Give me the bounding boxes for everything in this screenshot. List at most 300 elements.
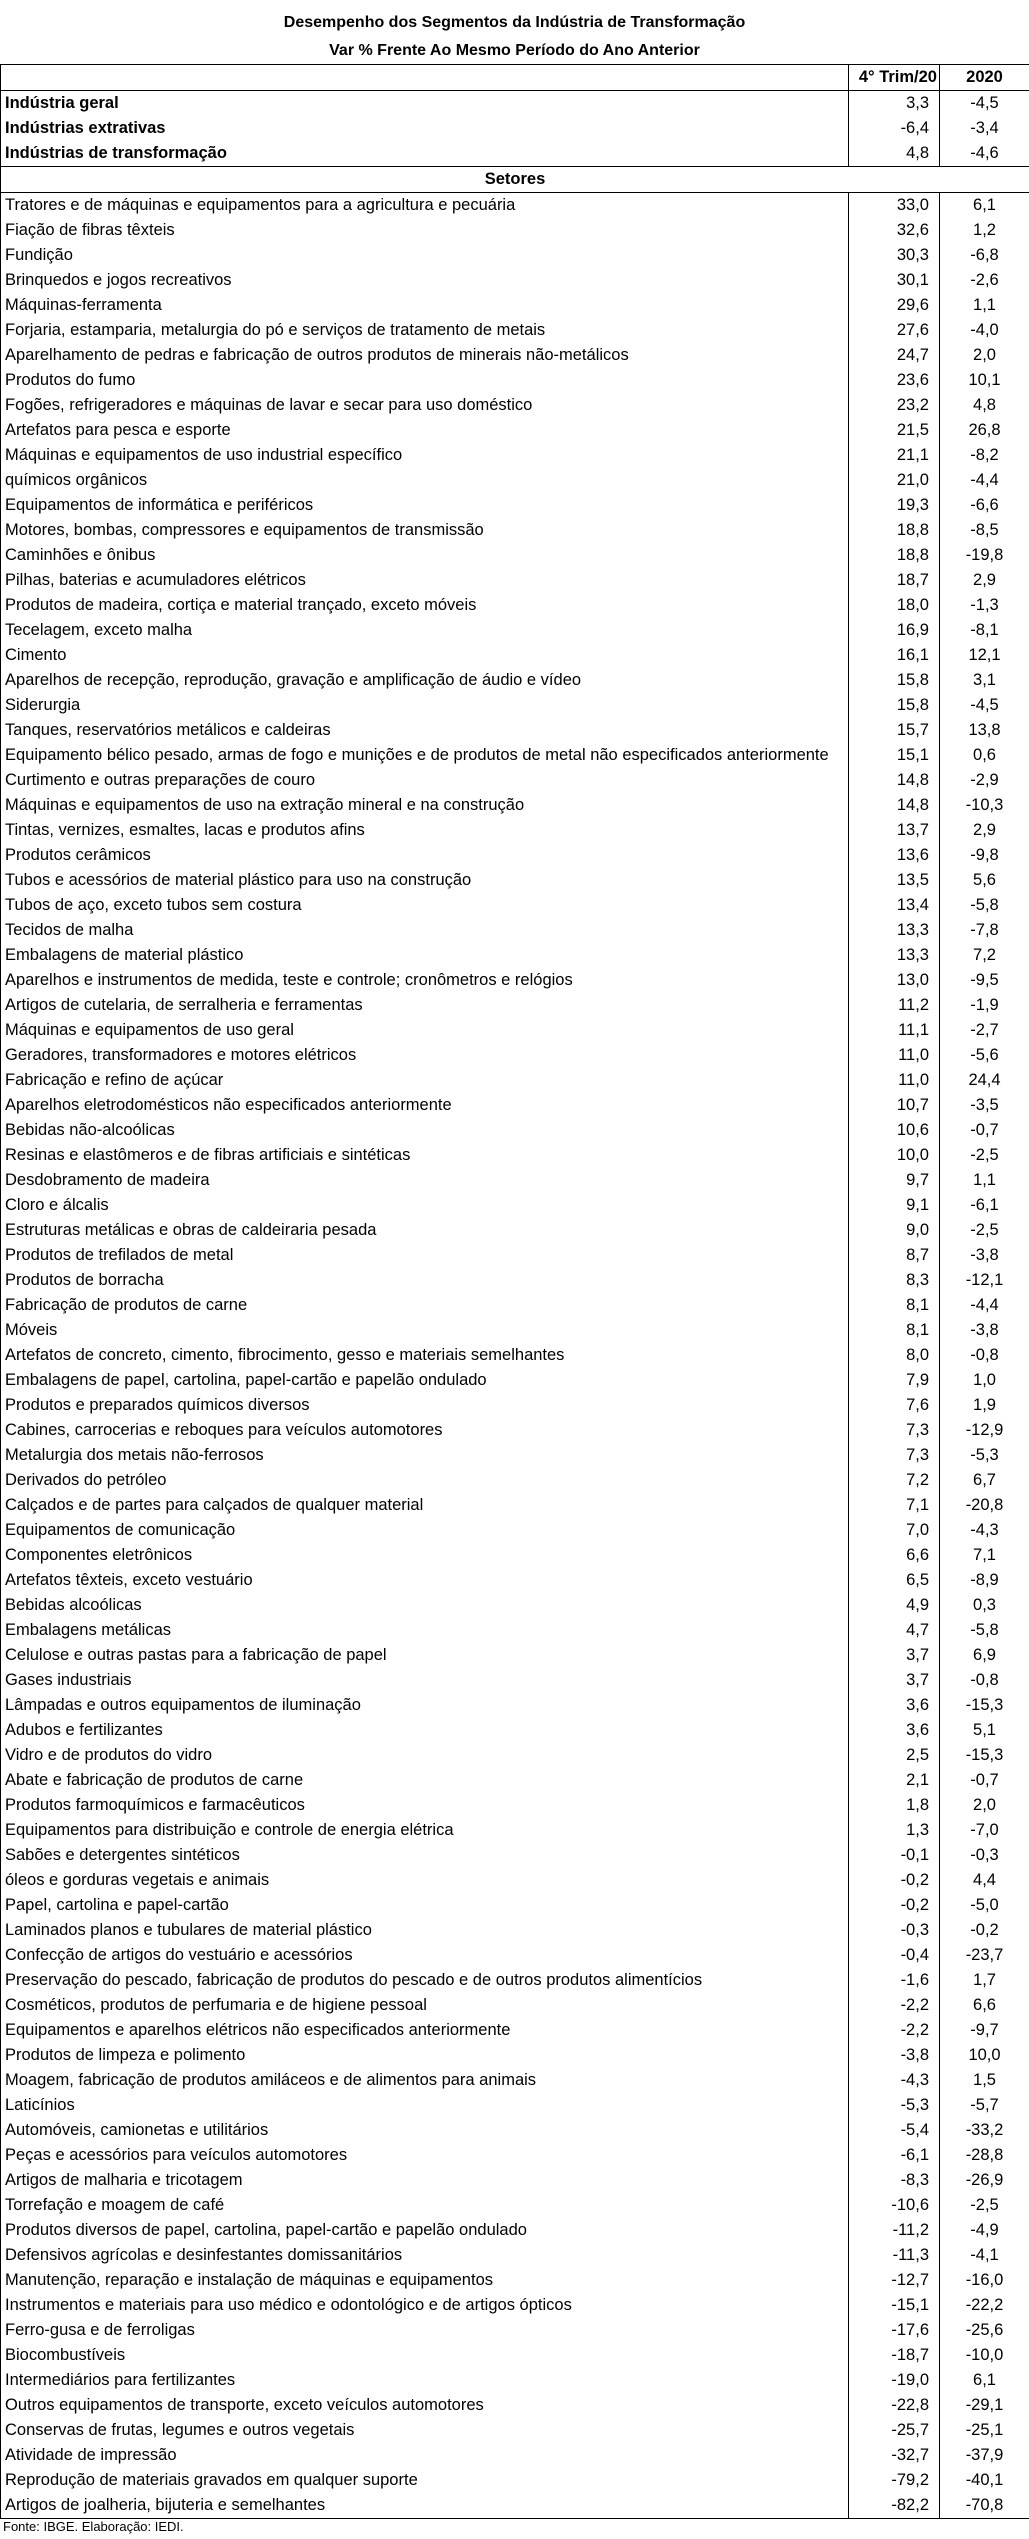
cell-year: -3,8 xyxy=(940,1318,1029,1343)
row-label: Conservas de frutas, legumes e outros vegetais xyxy=(1,2418,849,2443)
row-label: Calçados e de partes para calçados de qualquer material xyxy=(1,1493,849,1518)
table-row xyxy=(1,868,1029,893)
cell-year: -6,6 xyxy=(940,493,1029,518)
cell-year: -16,0 xyxy=(940,2268,1029,2293)
table-row xyxy=(1,1993,1029,2018)
row-label: Componentes eletrônicos xyxy=(1,1543,849,1568)
header-label-cell xyxy=(1,65,849,91)
table-row xyxy=(1,793,1029,818)
cell-year: -1,3 xyxy=(940,593,1029,618)
row-label: Produtos de trefilados de metal xyxy=(1,1243,849,1268)
cell-year: -5,3 xyxy=(940,1443,1029,1468)
table-row xyxy=(1,1568,1029,1593)
table-row xyxy=(1,1593,1029,1618)
cell-q4: 8,1 xyxy=(849,1318,940,1343)
cell-q4: 18,0 xyxy=(849,593,940,618)
cell-year: -70,8 xyxy=(940,2493,1029,2519)
table-row xyxy=(1,1068,1029,1093)
cell-year: 2,9 xyxy=(940,568,1029,593)
row-label: Papel, cartolina e papel-cartão xyxy=(1,1893,849,1918)
source-note: Fonte: IBGE. Elaboração: IEDI. xyxy=(3,2519,184,2534)
table-row xyxy=(1,1543,1029,1568)
cell-year: 26,8 xyxy=(940,418,1029,443)
table-row xyxy=(1,1843,1029,1868)
cell-year: 6,1 xyxy=(940,193,1029,219)
table-row xyxy=(1,116,1029,141)
table-row xyxy=(1,693,1029,718)
cell-year: -10,0 xyxy=(940,2343,1029,2368)
cell-q4: 18,7 xyxy=(849,568,940,593)
row-label: Fiação de fibras têxteis xyxy=(1,218,849,243)
table-row xyxy=(1,2243,1029,2268)
cell-year: -3,5 xyxy=(940,1093,1029,1118)
cell-q4: -2,2 xyxy=(849,2018,940,2043)
cell-year: -4,5 xyxy=(940,693,1029,718)
cell-q4: -18,7 xyxy=(849,2343,940,2368)
cell-q4: 9,0 xyxy=(849,1218,940,1243)
table-row xyxy=(1,1968,1029,1993)
cell-q4: -3,8 xyxy=(849,2043,940,2068)
cell-q4: 15,1 xyxy=(849,743,940,768)
cell-year: -25,1 xyxy=(940,2418,1029,2443)
row-label: Produtos diversos de papel, cartolina, papel-cartão e papelão ondulado xyxy=(1,2218,849,2243)
table-row xyxy=(1,2043,1029,2068)
cell-q4: 3,7 xyxy=(849,1668,940,1693)
cell-year: 1,1 xyxy=(940,293,1029,318)
table-row xyxy=(1,1868,1029,1893)
row-label: Equipamentos para distribuição e controle de energia elétrica xyxy=(1,1818,849,1843)
table-row xyxy=(1,2093,1029,2118)
cell-q4: 10,6 xyxy=(849,1118,940,1143)
cell-q4: 13,3 xyxy=(849,943,940,968)
table-row xyxy=(1,1618,1029,1643)
cell-year: 24,4 xyxy=(940,1068,1029,1093)
row-label: Artefatos têxteis, exceto vestuário xyxy=(1,1568,849,1593)
cell-q4: 14,8 xyxy=(849,793,940,818)
row-label: Estruturas metálicas e obras de caldeiraria pesada xyxy=(1,1218,849,1243)
cell-q4: 1,3 xyxy=(849,1818,940,1843)
cell-q4: 7,1 xyxy=(849,1493,940,1518)
table-row xyxy=(1,368,1029,393)
section-label: Setores xyxy=(1,167,1029,193)
cell-q4: -32,7 xyxy=(849,2443,940,2468)
table-row xyxy=(1,1093,1029,1118)
table-row xyxy=(1,1743,1029,1768)
cell-year: 13,8 xyxy=(940,718,1029,743)
table-row xyxy=(1,1818,1029,1843)
row-label: Manutenção, reparação e instalação de máquinas e equipamentos xyxy=(1,2268,849,2293)
row-label: Forjaria, estamparia, metalurgia do pó e serviços de tratamento de metais xyxy=(1,318,849,343)
row-label: Outros equipamentos de transporte, exceto veículos automotores xyxy=(1,2393,849,2418)
cell-q4: 7,9 xyxy=(849,1368,940,1393)
cell-q4: -0,2 xyxy=(849,1868,940,1893)
row-label: Equipamentos de comunicação xyxy=(1,1518,849,1543)
cell-q4: 15,8 xyxy=(849,668,940,693)
row-label: Lâmpadas e outros equipamentos de iluminação xyxy=(1,1693,849,1718)
table-row xyxy=(1,1168,1029,1193)
table-row xyxy=(1,1318,1029,1343)
cell-year: -4,5 xyxy=(940,91,1029,117)
cell-q4: -6,1 xyxy=(849,2143,940,2168)
cell-year: -4,6 xyxy=(940,141,1029,167)
cell-year: -2,7 xyxy=(940,1018,1029,1043)
cell-q4: 4,8 xyxy=(849,141,940,167)
table-row xyxy=(1,1143,1029,1168)
table-row xyxy=(1,1493,1029,1518)
row-label: Motores, bombas, compressores e equipamentos de transmissão xyxy=(1,518,849,543)
table-row xyxy=(1,518,1029,543)
row-label: Produtos de madeira, cortiça e material trançado, exceto móveis xyxy=(1,593,849,618)
cell-q4: -82,2 xyxy=(849,2493,940,2519)
cell-q4: 24,7 xyxy=(849,343,940,368)
table-row xyxy=(1,2443,1029,2468)
cell-year: -0,3 xyxy=(940,1843,1029,1868)
row-label: óleos e gorduras vegetais e animais xyxy=(1,1868,849,1893)
row-label: Tintas, vernizes, esmaltes, lacas e produtos afins xyxy=(1,818,849,843)
row-label: Tecidos de malha xyxy=(1,918,849,943)
table-row xyxy=(1,2493,1029,2519)
cell-year: -25,6 xyxy=(940,2318,1029,2343)
cell-year: 2,0 xyxy=(940,343,1029,368)
cell-q4: 18,8 xyxy=(849,543,940,568)
row-label: Aparelhos e instrumentos de medida, teste e controle; cronômetros e relógios xyxy=(1,968,849,993)
cell-q4: -17,6 xyxy=(849,2318,940,2343)
cell-year: -40,1 xyxy=(940,2468,1029,2493)
table-row xyxy=(1,343,1029,368)
cell-q4: 8,3 xyxy=(849,1268,940,1293)
cell-year: -2,5 xyxy=(940,1218,1029,1243)
row-label: Defensivos agrícolas e desinfestantes domissanitários xyxy=(1,2243,849,2268)
row-label: Aparelhamento de pedras e fabricação de outros produtos de minerais não-metálicos xyxy=(1,343,849,368)
table-row xyxy=(1,568,1029,593)
cell-year: -22,2 xyxy=(940,2293,1029,2318)
table-row xyxy=(1,1243,1029,1268)
header-q4: 4° Trim/20 xyxy=(849,65,940,91)
cell-year: -6,1 xyxy=(940,1193,1029,1218)
cell-year: -0,7 xyxy=(940,1768,1029,1793)
table-row xyxy=(1,1393,1029,1418)
table-row xyxy=(1,668,1029,693)
table-row xyxy=(1,1118,1029,1143)
table-row xyxy=(1,2318,1029,2343)
cell-year: -26,9 xyxy=(940,2168,1029,2193)
cell-year: -5,0 xyxy=(940,1893,1029,1918)
table-row xyxy=(1,1768,1029,1793)
row-label: Produtos cerâmicos xyxy=(1,843,849,868)
cell-year: -8,2 xyxy=(940,443,1029,468)
table-row xyxy=(1,643,1029,668)
table-row xyxy=(1,243,1029,268)
cell-q4: 3,3 xyxy=(849,91,940,117)
table-row xyxy=(1,2168,1029,2193)
cell-year: 1,2 xyxy=(940,218,1029,243)
cell-q4: 23,6 xyxy=(849,368,940,393)
cell-year: -2,5 xyxy=(940,1143,1029,1168)
cell-q4: 3,6 xyxy=(849,1718,940,1743)
table-row xyxy=(1,91,1029,117)
row-label: Fogões, refrigeradores e máquinas de lavar e secar para uso doméstico xyxy=(1,393,849,418)
table-row xyxy=(1,1443,1029,1468)
row-label: Preservação do pescado, fabricação de produtos do pescado e de outros produtos alimentícios xyxy=(1,1968,849,1993)
cell-year: 6,6 xyxy=(940,1993,1029,2018)
cell-q4: 1,8 xyxy=(849,1793,940,1818)
cell-q4: 27,6 xyxy=(849,318,940,343)
cell-year: -20,8 xyxy=(940,1493,1029,1518)
row-label: Atividade de impressão xyxy=(1,2443,849,2468)
row-label: Produtos do fumo xyxy=(1,368,849,393)
row-label: Máquinas e equipamentos de uso industrial específico xyxy=(1,443,849,468)
row-label: Bebidas não-alcoólicas xyxy=(1,1118,849,1143)
table-row xyxy=(1,2393,1029,2418)
cell-q4: -11,2 xyxy=(849,2218,940,2243)
row-label: Fundição xyxy=(1,243,849,268)
table-row xyxy=(1,2468,1029,2493)
cell-q4: 7,6 xyxy=(849,1393,940,1418)
cell-q4: -0,1 xyxy=(849,1843,940,1868)
cell-q4: -10,6 xyxy=(849,2193,940,2218)
row-label: Artefatos para pesca e esporte xyxy=(1,418,849,443)
table-row xyxy=(1,2193,1029,2218)
cell-year: 1,9 xyxy=(940,1393,1029,1418)
row-label: Bebidas alcoólicas xyxy=(1,1593,849,1618)
cell-year: -10,3 xyxy=(940,793,1029,818)
cell-q4: 7,0 xyxy=(849,1518,940,1543)
cell-year: -9,8 xyxy=(940,843,1029,868)
cell-year: 5,6 xyxy=(940,868,1029,893)
table-row xyxy=(1,2368,1029,2393)
cell-q4: 7,3 xyxy=(849,1443,940,1468)
cell-year: 10,0 xyxy=(940,2043,1029,2068)
cell-q4: 18,8 xyxy=(849,518,940,543)
cell-q4: 10,0 xyxy=(849,1143,940,1168)
table-row xyxy=(1,268,1029,293)
row-label: Artigos de cutelaria, de serralheria e ferramentas xyxy=(1,993,849,1018)
cell-year: -2,9 xyxy=(940,768,1029,793)
table-row xyxy=(1,618,1029,643)
row-label: Intermediários para fertilizantes xyxy=(1,2368,849,2393)
table-row xyxy=(1,2118,1029,2143)
table-row xyxy=(1,318,1029,343)
cell-year: 2,0 xyxy=(940,1793,1029,1818)
table-row xyxy=(1,393,1029,418)
table-row xyxy=(1,1668,1029,1693)
table-row xyxy=(1,843,1029,868)
row-label: Tubos e acessórios de material plástico para uso na construção xyxy=(1,868,849,893)
cell-year: -0,8 xyxy=(940,1343,1029,1368)
table-row xyxy=(1,993,1029,1018)
row-label: Cosméticos, produtos de perfumaria e de higiene pessoal xyxy=(1,1993,849,2018)
table-row xyxy=(1,1268,1029,1293)
cell-q4: 23,2 xyxy=(849,393,940,418)
cell-year: -33,2 xyxy=(940,2118,1029,2143)
table-row xyxy=(1,1643,1029,1668)
cell-q4: 13,4 xyxy=(849,893,940,918)
row-label: Sabões e detergentes sintéticos xyxy=(1,1843,849,1868)
cell-year: -12,1 xyxy=(940,1268,1029,1293)
cell-q4: 9,7 xyxy=(849,1168,940,1193)
cell-q4: 30,1 xyxy=(849,268,940,293)
cell-q4: -5,3 xyxy=(849,2093,940,2118)
cell-q4: 16,1 xyxy=(849,643,940,668)
row-label: Embalagens metálicas xyxy=(1,1618,849,1643)
row-label: Tanques, reservatórios metálicos e caldeiras xyxy=(1,718,849,743)
cell-q4: -1,6 xyxy=(849,1968,940,1993)
row-label: Equipamentos e aparelhos elétricos não especificados anteriormente xyxy=(1,2018,849,2043)
table-row xyxy=(1,1518,1029,1543)
table-row xyxy=(1,468,1029,493)
table-row xyxy=(1,818,1029,843)
table-row xyxy=(1,2068,1029,2093)
cell-q4: 6,6 xyxy=(849,1543,940,1568)
table-row xyxy=(1,1693,1029,1718)
table-row xyxy=(1,1793,1029,1818)
cell-year: -0,7 xyxy=(940,1118,1029,1143)
cell-year: -6,8 xyxy=(940,243,1029,268)
row-label: Artefatos de concreto, cimento, fibrocimento, gesso e materiais semelhantes xyxy=(1,1343,849,1368)
cell-year: 0,3 xyxy=(940,1593,1029,1618)
row-label: Torrefação e moagem de café xyxy=(1,2193,849,2218)
table-row xyxy=(1,893,1029,918)
table-row xyxy=(1,1018,1029,1043)
cell-year: -0,8 xyxy=(940,1668,1029,1693)
cell-year: -5,8 xyxy=(940,893,1029,918)
table-row xyxy=(1,743,1029,768)
cell-q4: -25,7 xyxy=(849,2418,940,2443)
row-label: Produtos de borracha xyxy=(1,1268,849,1293)
cell-year: -8,9 xyxy=(940,1568,1029,1593)
cell-q4: -15,1 xyxy=(849,2293,940,2318)
row-label: Tubos de aço, exceto tubos sem costura xyxy=(1,893,849,918)
cell-q4: 16,9 xyxy=(849,618,940,643)
cell-q4: 3,6 xyxy=(849,1693,940,1718)
row-label: Fabricação de produtos de carne xyxy=(1,1293,849,1318)
table-row xyxy=(1,1468,1029,1493)
row-label: Siderurgia xyxy=(1,693,849,718)
cell-q4: 13,6 xyxy=(849,843,940,868)
table-row xyxy=(1,543,1029,568)
row-label: Automóveis, camionetas e utilitários xyxy=(1,2118,849,2143)
cell-q4: 21,1 xyxy=(849,443,940,468)
cell-year: -9,7 xyxy=(940,2018,1029,2043)
cell-year: 7,2 xyxy=(940,943,1029,968)
cell-year: -15,3 xyxy=(940,1693,1029,1718)
row-label: Gases industriais xyxy=(1,1668,849,1693)
cell-q4: 13,0 xyxy=(849,968,940,993)
cell-q4: -12,7 xyxy=(849,2268,940,2293)
table-row xyxy=(1,768,1029,793)
table-row xyxy=(1,141,1029,167)
table-row xyxy=(1,493,1029,518)
row-label: Fabricação e refino de açúcar xyxy=(1,1068,849,1093)
cell-year: 6,9 xyxy=(940,1643,1029,1668)
cell-q4: 6,5 xyxy=(849,1568,940,1593)
table-row xyxy=(1,1343,1029,1368)
cell-q4: -6,4 xyxy=(849,116,940,141)
cell-q4: -0,4 xyxy=(849,1943,940,1968)
cell-year: 4,4 xyxy=(940,1868,1029,1893)
row-label: Indústria geral xyxy=(1,91,849,117)
row-label: Instrumentos e materiais para uso médico e odontológico e de artigos ópticos xyxy=(1,2293,849,2318)
cell-q4: -0,2 xyxy=(849,1893,940,1918)
row-label: Cimento xyxy=(1,643,849,668)
table-row xyxy=(1,1893,1029,1918)
table-row xyxy=(1,2018,1029,2043)
cell-year: 6,7 xyxy=(940,1468,1029,1493)
cell-q4: 11,0 xyxy=(849,1043,940,1068)
cell-year: -4,3 xyxy=(940,1518,1029,1543)
cell-year: 1,7 xyxy=(940,1968,1029,1993)
table-row xyxy=(1,1043,1029,1068)
row-label: Celulose e outras pastas para a fabricação de papel xyxy=(1,1643,849,1668)
cell-q4: 11,0 xyxy=(849,1068,940,1093)
cell-q4: 8,1 xyxy=(849,1293,940,1318)
table-row xyxy=(1,443,1029,468)
cell-year: -4,4 xyxy=(940,1293,1029,1318)
row-label: Tratores e de máquinas e equipamentos para a agricultura e pecuária xyxy=(1,193,849,219)
cell-year: 0,6 xyxy=(940,743,1029,768)
row-label: Máquinas e equipamentos de uso na extração mineral e na construção xyxy=(1,793,849,818)
row-label: Peças e acessórios para veículos automotores xyxy=(1,2143,849,2168)
row-label: Caminhões e ônibus xyxy=(1,543,849,568)
cell-year: 12,1 xyxy=(940,643,1029,668)
cell-q4: 29,6 xyxy=(849,293,940,318)
cell-year: -4,4 xyxy=(940,468,1029,493)
cell-q4: 3,7 xyxy=(849,1643,940,1668)
table-row xyxy=(1,593,1029,618)
row-label: Ferro-gusa e de ferroligas xyxy=(1,2318,849,2343)
cell-q4: 15,8 xyxy=(849,693,940,718)
cell-q4: 4,9 xyxy=(849,1593,940,1618)
cell-q4: 4,7 xyxy=(849,1618,940,1643)
cell-year: -3,8 xyxy=(940,1243,1029,1268)
table-row xyxy=(1,943,1029,968)
table-row xyxy=(1,2343,1029,2368)
row-label: Brinquedos e jogos recreativos xyxy=(1,268,849,293)
cell-q4: -2,2 xyxy=(849,1993,940,2018)
row-label: Moagem, fabricação de produtos amiláceos e de alimentos para animais xyxy=(1,2068,849,2093)
cell-q4: 11,2 xyxy=(849,993,940,1018)
table-row xyxy=(1,918,1029,943)
cell-year: -8,1 xyxy=(940,618,1029,643)
table-row xyxy=(1,193,1029,219)
cell-q4: -19,0 xyxy=(849,2368,940,2393)
table-row xyxy=(1,2143,1029,2168)
row-label: Vidro e de produtos do vidro xyxy=(1,1743,849,1768)
cell-year: -7,8 xyxy=(940,918,1029,943)
cell-q4: 21,5 xyxy=(849,418,940,443)
cell-year: -12,9 xyxy=(940,1418,1029,1443)
cell-year: 4,8 xyxy=(940,393,1029,418)
row-label: Aparelhos eletrodomésticos não especificados anteriormente xyxy=(1,1093,849,1118)
row-label: Derivados do petróleo xyxy=(1,1468,849,1493)
cell-year: -5,7 xyxy=(940,2093,1029,2118)
cell-year: 10,1 xyxy=(940,368,1029,393)
cell-year: -8,5 xyxy=(940,518,1029,543)
row-label: Artigos de joalheria, bijuteria e semelhantes xyxy=(1,2493,849,2519)
cell-q4: 10,7 xyxy=(849,1093,940,1118)
cell-q4: 8,7 xyxy=(849,1243,940,1268)
row-label: Laticínios xyxy=(1,2093,849,2118)
cell-q4: 30,3 xyxy=(849,243,940,268)
cell-q4: 13,7 xyxy=(849,818,940,843)
cell-q4: 7,3 xyxy=(849,1418,940,1443)
row-label: Embalagens de papel, cartolina, papel-cartão e papelão ondulado xyxy=(1,1368,849,1393)
table-row xyxy=(1,1418,1029,1443)
table-row xyxy=(1,1943,1029,1968)
row-label: Tecelagem, exceto malha xyxy=(1,618,849,643)
table-row xyxy=(1,1368,1029,1393)
cell-q4: 15,7 xyxy=(849,718,940,743)
